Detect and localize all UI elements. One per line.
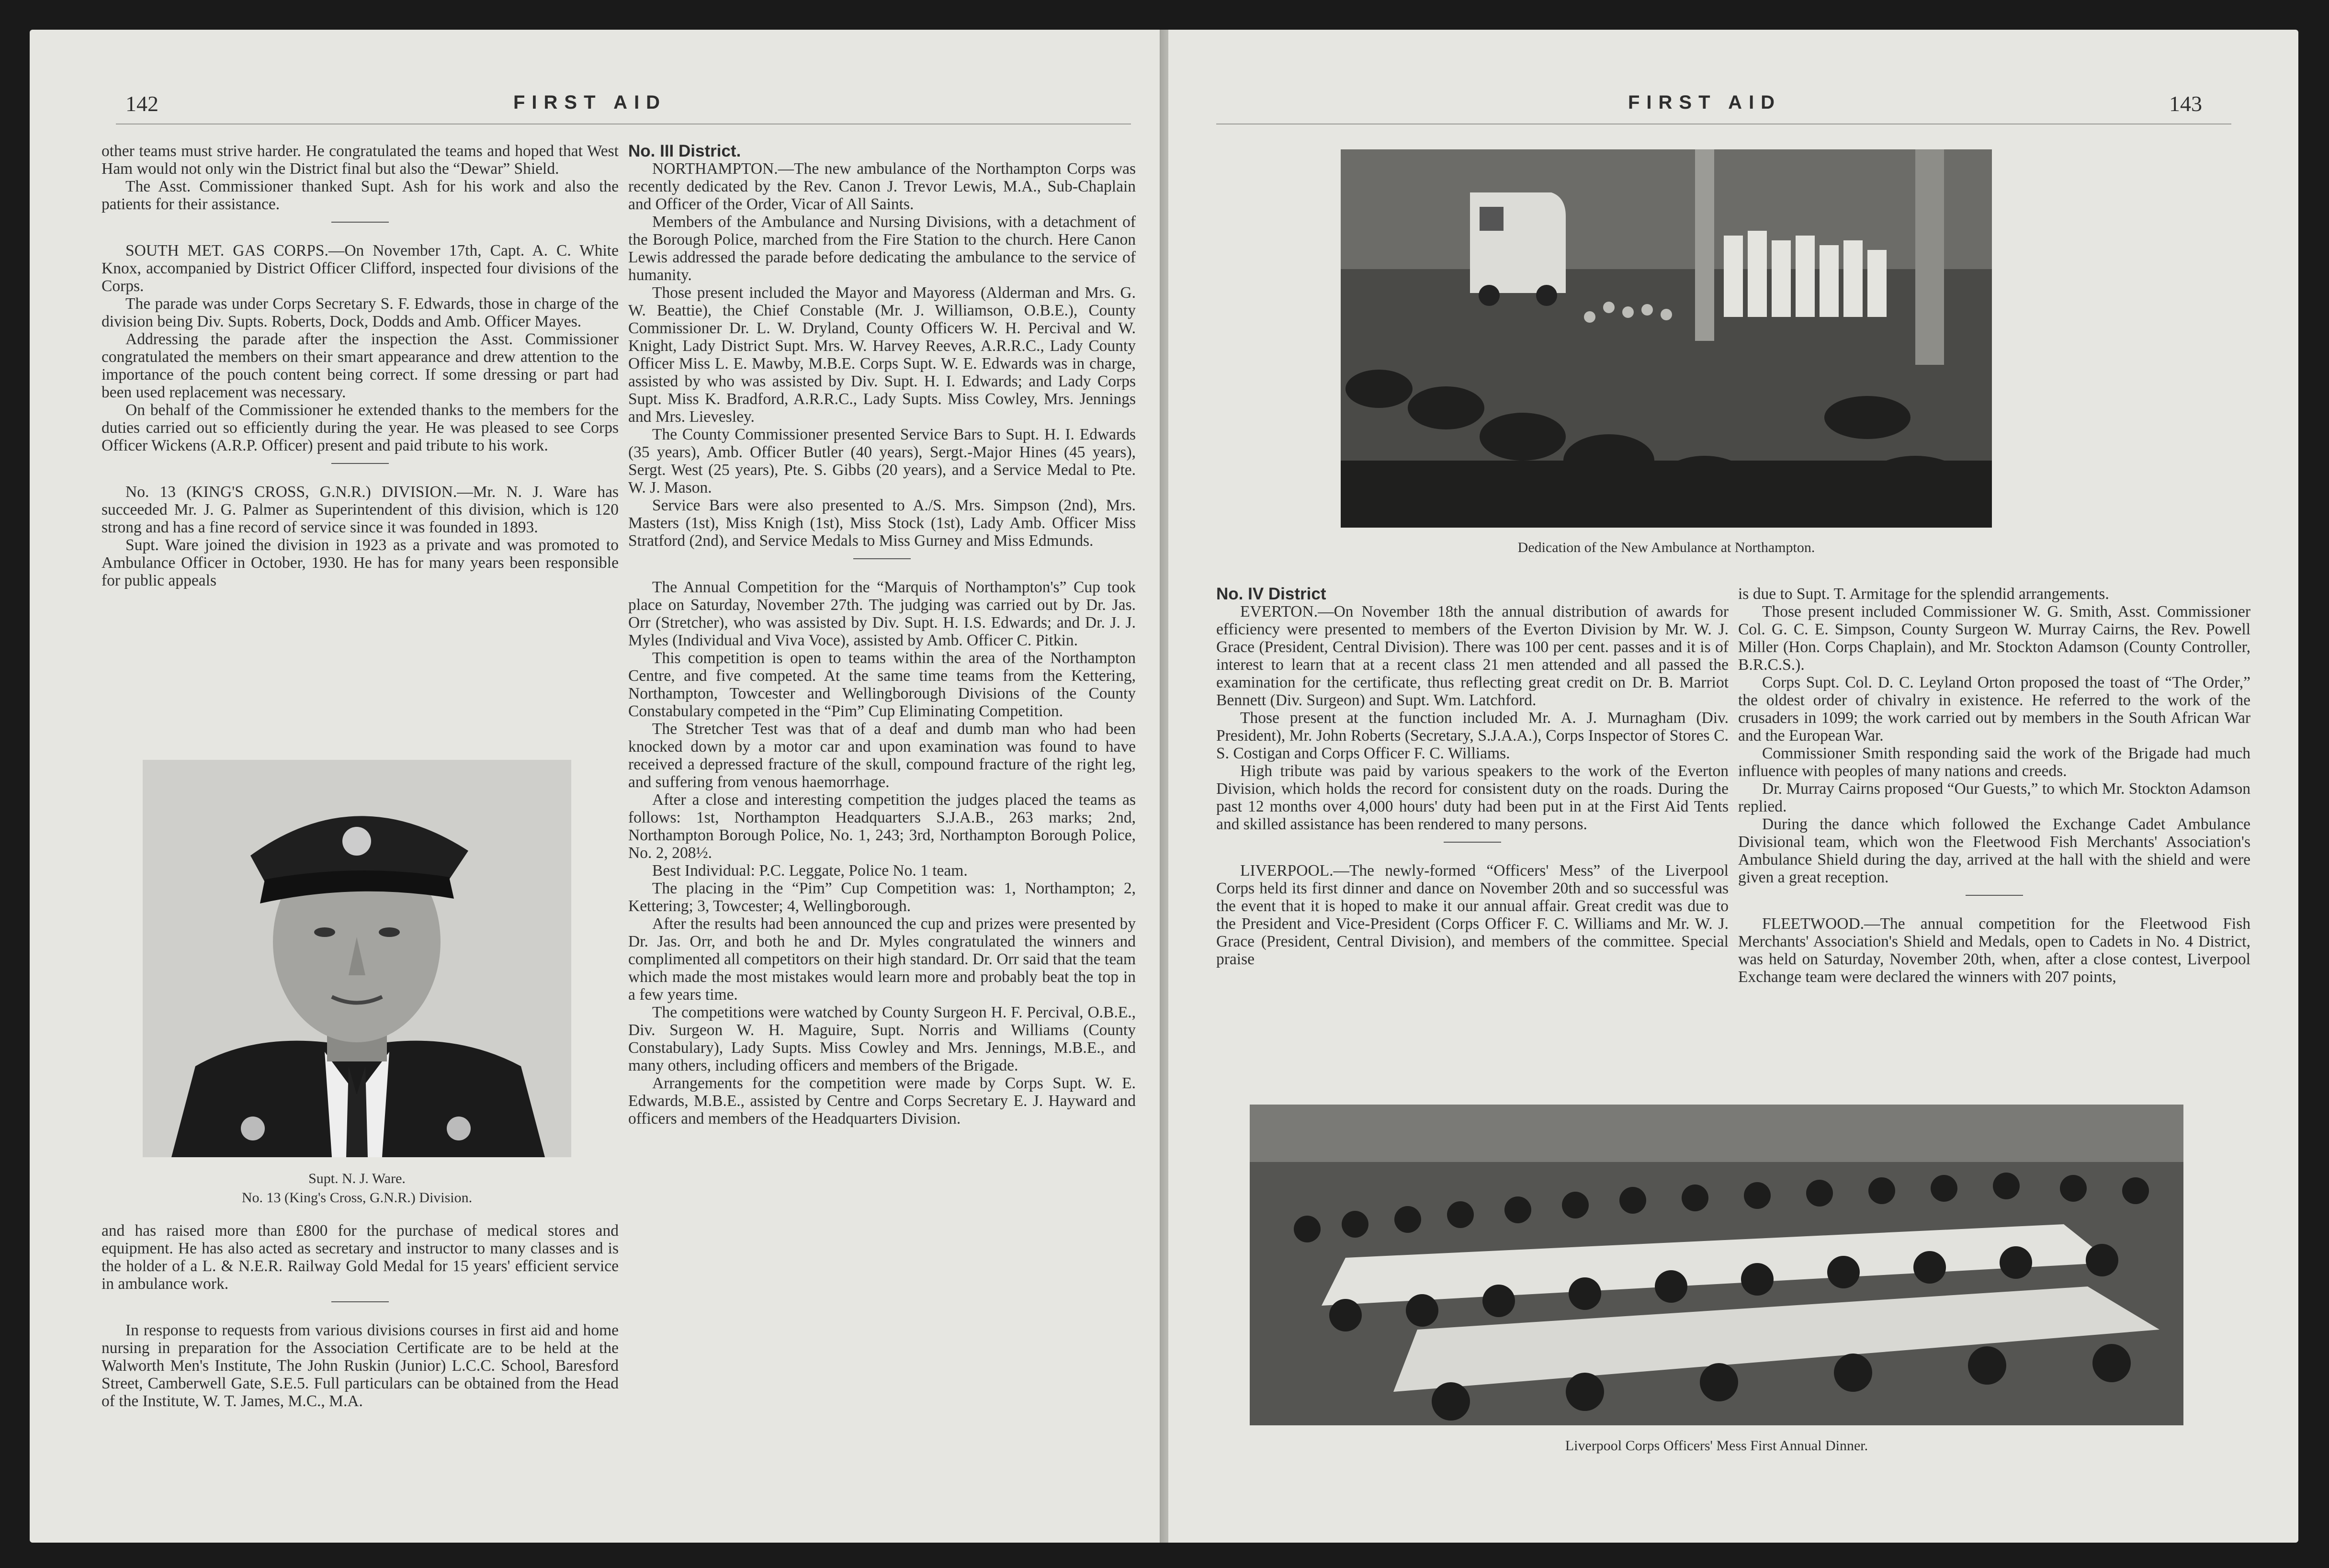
portrait-caption-name: Supt. N. J. Ware.	[308, 1171, 406, 1186]
right-column-1	[1216, 585, 1729, 968]
page-number-right: 143	[2169, 91, 2202, 116]
left-page	[30, 30, 1160, 1543]
paragraph: Those present at the function included Mr. A. J. Murnagham (Div. President), Mr. John Roberts (Secretary, S.J.A.A.), Corps Inspector of Stores C. S. Costigan and Corps Officer F. C. Williams.	[1216, 709, 1729, 762]
left-column-1-bottom	[102, 1222, 619, 1410]
paragraph: Addressing the parade after the inspection the Asst. Commissioner congratulated the members on their smart appearance and drew attention to the importance of the pouch content being correct. If some dressing or part had been used replacement was necessary.	[102, 330, 619, 401]
paragraph: No. 13 (KING'S CROSS, G.N.R.) DIVISION.—Mr. N. J. Ware has succeeded Mr. J. G. Palmer as Superintendent of this division, which is 120 strong and has a fine record of service since it was founded in 1893.	[102, 483, 619, 536]
paragraph: The Annual Competition for the “Marquis of Northampton's” Cup took place on Saturday, November 27th. The judging was carried out by Dr. Jas. Orr (Stretcher), who was assisted by Div. Supt. H. I.S. Edwards; and Dr. J. J. Myles (Individual and Viva Voce), assisted by Amb. Officer C. Pitkin.	[628, 578, 1136, 649]
paragraph: The competitions were watched by County Surgeon H. F. Percival, O.B.E., Div. Surgeon W. H. Maguire, Supt. Norris and Williams (County Constabulary), Lady Supts. Miss Cowley and Mrs. Jennings, M.B.E., and many others, including officers and members of the Brigade.	[628, 1004, 1136, 1074]
paragraph: LIVERPOOL.—The newly-formed “Officers' Mess” of the Liverpool Corps held its first dinner and dance on November 20th and so successful was the event that it is hoped to make it our annual affair. Great credit was due to the President and Vice-President (Corps Officer F. C. Williams and Mr. W. J. Grace (President, Central Division), and members of the committee. Special praise	[1216, 862, 1729, 968]
paragraph: The placing in the “Pim” Cup Competition was: 1, Northampton; 2, Kettering; 3, Towcester; 4, Wellingborough.	[628, 880, 1136, 915]
paragraph: In response to requests from various divisions courses in first aid and home nursing in preparation for the Association Certificate are to be held at the Walworth Men's Institute, The John Ruskin (Junior) L.C.C. School, Baresford Street, Camberwell Gate, S.E.5. Full particulars can be obtained from the Head of the Institute, W. T. James, M.C., M.A.	[102, 1321, 619, 1410]
portrait-caption-division: No. 13 (King's Cross, G.N.R.) Division.	[241, 1190, 473, 1206]
paragraph: FLEETWOOD.—The annual competition for the Fleetwood Fish Merchants' Association's Shield and Medals, open to Cadets in No. 4 District, was held on Saturday, November 20th, when, after a close contest, Liverpool Exchange team were declared the winners with 207 points,	[1738, 915, 2250, 986]
paragraph: Best Individual: P.C. Leggate, Police No. 1 team.	[652, 862, 968, 880]
paragraph: The parade was under Corps Secretary S. F. Edwards, those in charge of the division being Div. Supts. Roberts, Dock, Dodds and Amb. Officer Mayes.	[102, 295, 619, 330]
paragraph: NORTHAMPTON.—The new ambulance of the Northampton Corps was recently dedicated by the Rev. Canon J. Trevor Lewis, M.A., Sub-Chaplain and Officer of the Order, Vicar of All Saints.	[628, 160, 1136, 213]
paragraph: After a close and interesting competition the judges placed the teams as follows: 1st, Northampton Headquarters S.J.A.B., 263 marks; 2nd, Northampton Borough Police, No. 1, 243; 3rd, Northampton Borough Police, No. 2, 208½.	[628, 791, 1136, 862]
section-divider	[1444, 842, 1501, 843]
paragraph: After the results had been announced the cup and prizes were presented by Dr. Jas. Orr, and both he and Dr. Myles congratulated the winners and complimented all competitors on their high standard. Dr. Orr said that the team which made the most mistakes would learn more and probably beat the top in a few years time.	[628, 915, 1136, 1004]
section-divider	[331, 1301, 389, 1302]
paragraph: EVERTON.—On November 18th the annual distribution of awards for efficiency were presented to members of the Everton Division by Mr. W. J. Grace (President, Central Division). There was 100 per cent. passes and it is of interest to learn that at a recent class 21 men attended and all passed the examination for the certificate, thus reflecting great credit on Dr. B. Marriot Bennett (Div. Surgeon) and Supt. Wm. Latchford.	[1216, 603, 1729, 709]
paragraph: Those present included Commissioner W. G. Smith, Asst. Commissioner Col. G. C. E. Simpson, County Surgeon W. Murray Cairns, the Rev. Powell Miller (Hon. Corps Chaplain), and Mr. Stockton Adamson (County Controller, B.R.C.S.).	[1738, 603, 2250, 674]
district-heading: No. III District.	[628, 142, 741, 160]
paragraph: other teams must strive harder. He congratulated the teams and hoped that West Ham would not only win the District final but also the “Dewar” Shield.	[102, 142, 619, 178]
running-header-right: FIRST AID	[1628, 92, 1782, 113]
paragraph: The Asst. Commissioner thanked Supt. Ash for his work and also the patients for their assistance.	[102, 178, 619, 213]
paragraph: SOUTH MET. GAS CORPS.—On November 17th, Capt. A. C. White Knox, accompanied by District Officer Clifford, inspected four divisions of the Corps.	[102, 242, 619, 295]
paragraph: Supt. Ware joined the division in 1923 as a private and was promoted to Ambulance Officer in October, 1930. He has for many years been responsible for public appeals	[102, 536, 619, 589]
portrait-caption	[143, 1169, 571, 1207]
right-page	[1168, 30, 2298, 1543]
paragraph: On behalf of the Commissioner he extended thanks to the members for the duties carried out so efficiently during the year. He was pleased to see Corps Officer Wickens (A.R.P. Officer) present and paid tribute to his work.	[102, 401, 619, 454]
paragraph: Dr. Murray Cairns proposed “Our Guests,” to which Mr. Stockton Adamson replied.	[1738, 780, 2250, 815]
paragraph: Members of the Ambulance and Nursing Divisions, with a detachment of the Borough Police, marched from the Fire Station to the church. Here Canon Lewis addressed the parade before dedicating the ambulance to the service of humanity.	[628, 213, 1136, 284]
paragraph: and has raised more than £800 for the purchase of medical stores and equipment. He has also acted as secretary and instructor to many classes and is the holder of a L. & N.E.R. Railway Gold Medal for 15 years' efficient service in ambulance work.	[102, 1222, 619, 1293]
ambulance-photo-caption: Dedication of the New Ambulance at Northampton.	[1517, 540, 1815, 555]
paragraph: Service Bars were also presented to A./S. Mrs. Simpson (2nd), Mrs. Masters (1st), Miss Knigh (1st), Miss Stock (1st), Lady Amb. Officer Miss Stratford (2nd), and Service Medals to Miss Gurney and Miss Edmunds.	[628, 496, 1136, 550]
paragraph: The County Commissioner presented Service Bars to Supt. H. I. Edwards (35 years), Amb. Officer Butler (40 years), Sergt.-Major Hines (45 years), Sergt. West (25 years), Pte. S. Gibbs (20 years), and a Service Medal to Pte. W. J. Mason.	[628, 426, 1136, 496]
paragraph: is due to Supt. T. Armitage for the splendid arrangements.	[1738, 585, 2109, 603]
section-divider	[1966, 895, 2023, 896]
section-divider	[331, 222, 389, 223]
paragraph: Arrangements for the competition were made by Corps Supt. W. E. Edwards, M.B.E., assisted by Centre and Corps Secretary E. J. Hayward and officers and members of the Headquarters Division.	[628, 1074, 1136, 1128]
paragraph: The Stretcher Test was that of a deaf and dumb man who had been knocked down by a motor car and upon examination was found to have received a depressed fracture of the skull, compound fracture of the right leg, and suffering from venous haemorrhage.	[628, 720, 1136, 791]
section-divider	[853, 558, 911, 559]
paragraph: During the dance which followed the Exchange Cadet Ambulance Divisional team, which won the Fleetwood Fish Merchants' Association's Ambulance Shield during the day, arrived at the hall with the shield and were given a great reception.	[1738, 815, 2250, 886]
paragraph: Those present included the Mayor and Mayoress (Alderman and Mrs. G. W. Beattie), the Chief Constable (Mr. J. Williamson, O.B.E.), County Commissioner Dr. L. W. Dryland, County Officers W. H. Percival and W. Knight, Lady District Supt. Mrs. W. Harvey Reeves, A.R.R.C., Lady County Officer Miss L. E. Mawby, M.B.E. Corps Supt. W. E. Edwards was in charge, assisted by who was assisted by Div. Supt. H. I. Edwards; and Lady Corps Supt. Miss K. Bradford, A.R.R.C., Lady Supts. Miss Cowley, Mrs. Jennings and Mrs. Lievesley.	[628, 284, 1136, 426]
paragraph: Corps Supt. Col. D. C. Leyland Orton proposed the toast of “The Order,” the oldest order of chivalry in existence. He referred to the work of the crusaders in 1099; the work carried out by members in the South African War and the European War.	[1738, 674, 2250, 745]
left-column-2	[628, 142, 1136, 1128]
dinner-photo	[1250, 1105, 2183, 1425]
paragraph: High tribute was paid by various speakers to the work of the Everton Division, which holds the record for consistent duty on the roads. During the past 12 months over 4,000 hours' duty had been put in at the First Aid Tents and skilled assistance has been rendered to many persons.	[1216, 762, 1729, 833]
running-header-left: FIRST AID	[513, 92, 667, 113]
paragraph: Commissioner Smith responding said the work of the Brigade had much influence with peoples of many nations and creeds.	[1738, 745, 2250, 780]
dinner-photo-caption: Liverpool Corps Officers' Mess First Annual Dinner.	[1565, 1438, 1868, 1454]
page-number-left: 142	[125, 91, 158, 116]
ambulance-dedication-photo	[1341, 149, 1992, 528]
left-column-1	[102, 142, 619, 589]
section-divider	[331, 463, 389, 464]
portrait-photo	[143, 760, 571, 1157]
district-heading: No. IV District	[1216, 585, 1326, 603]
right-column-2	[1738, 585, 2250, 986]
paragraph: This competition is open to teams within the area of the Northampton Centre, and five competed. At the same time teams from the Kettering, Northampton, Towcester and Wellingborough Divisions of the County Constabulary competed in the “Pim” Cup Eliminating Competition.	[628, 649, 1136, 720]
